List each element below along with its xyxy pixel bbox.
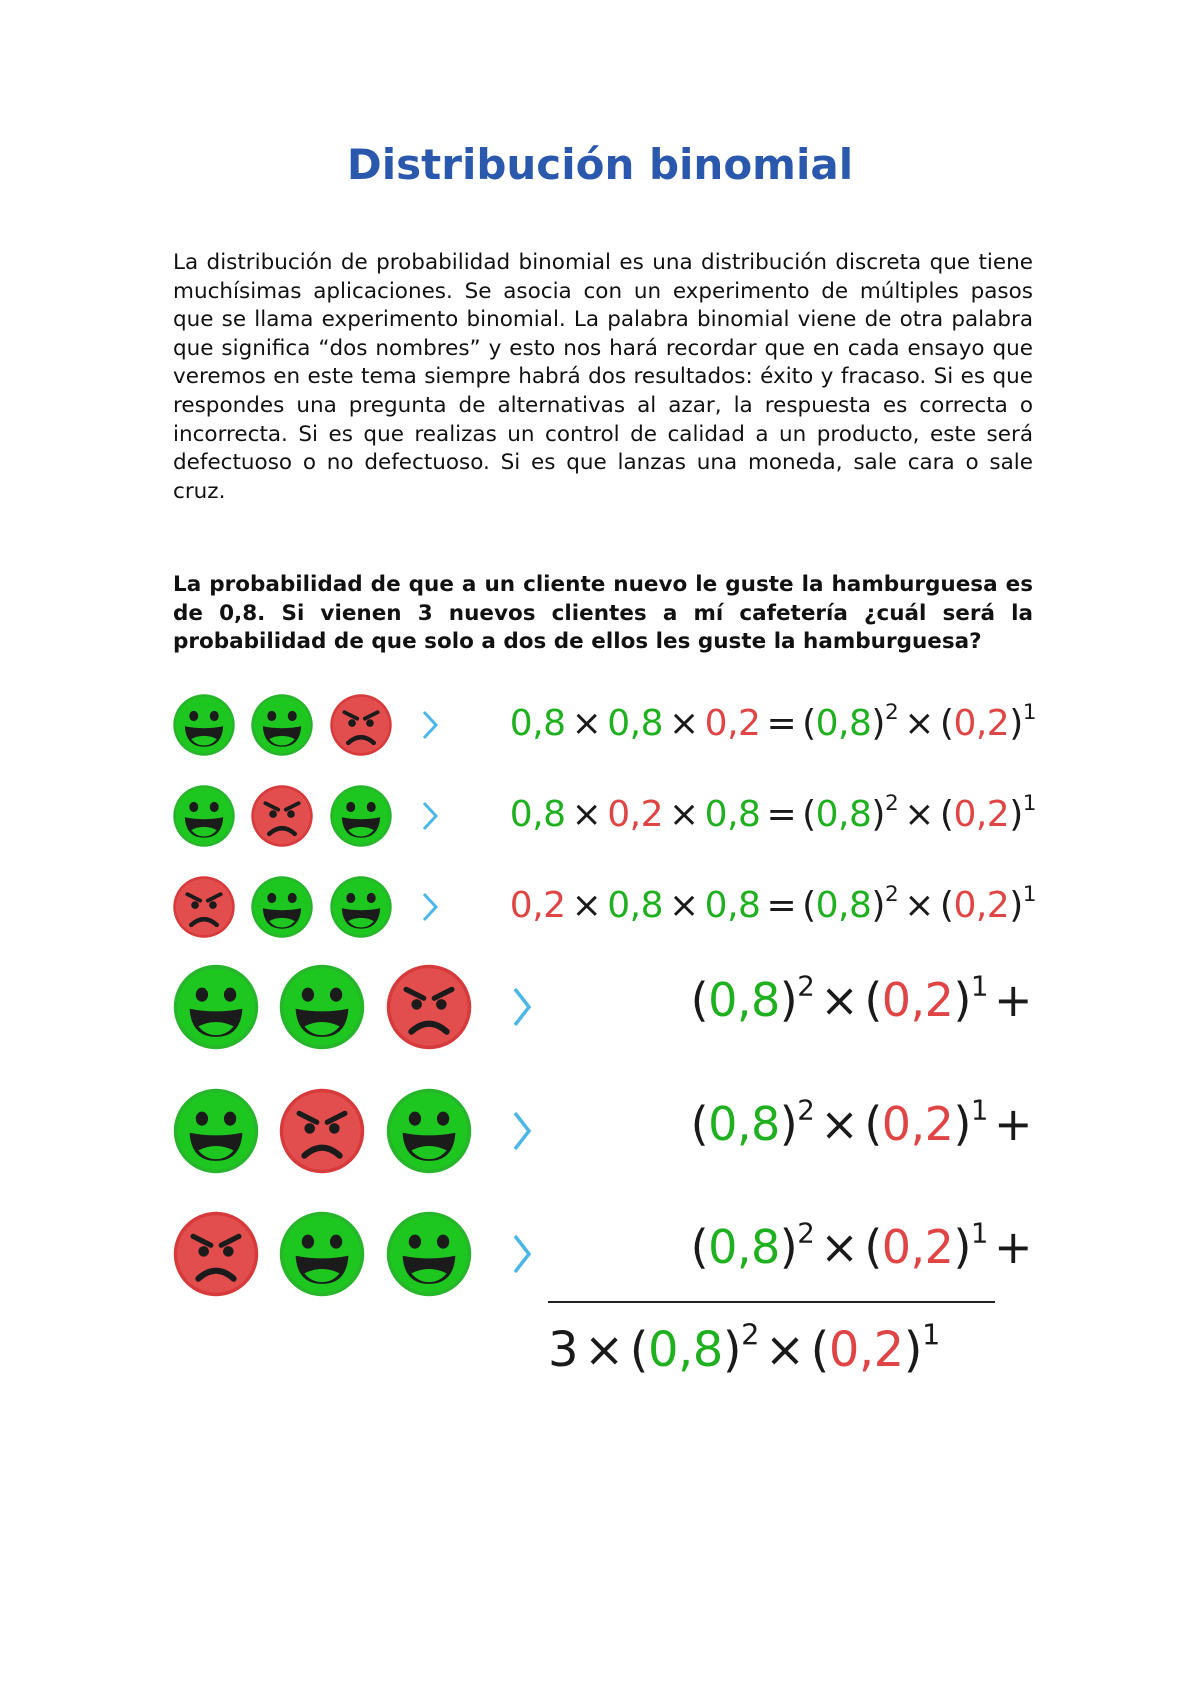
sum-term: $(0,8)^2 \times (0,2)^1$ + bbox=[690, 1093, 1032, 1151]
happy-face-icon bbox=[250, 693, 314, 757]
happy-face-icon bbox=[385, 1087, 473, 1175]
sum-term: $(0,8)^2 \times (0,2)^1$ + bbox=[690, 1216, 1032, 1274]
chevron-right-icon bbox=[510, 986, 534, 1028]
product-expression: $0,8 \times 0,2 \times 0,8 = (0,8)^2 \times (0,2)^1$ bbox=[509, 790, 1036, 835]
outcome-row-2 bbox=[0, 784, 1200, 848]
happy-face-icon bbox=[329, 784, 393, 848]
happy-face-icon bbox=[278, 963, 366, 1051]
happy-face-icon bbox=[385, 1210, 473, 1298]
angry-face-icon bbox=[329, 693, 393, 757]
question-paragraph: La probabilidad de que a un cliente nuevo le guste la hamburguesa es de 0,8. Si vienen 3 nuevos clientes a mí cafetería ¿cuál será la probabilidad de que solo a dos de ellos les guste la hamburguesa? bbox=[173, 572, 1033, 655]
result-expression: $3 \times (0,8)^2 \times (0,2)^1$ bbox=[548, 1317, 940, 1378]
page-title: Distribución binomial bbox=[346, 140, 854, 189]
angry-face-icon bbox=[278, 1087, 366, 1175]
angry-face-icon bbox=[172, 1210, 260, 1298]
sum-row-1 bbox=[0, 963, 1200, 1051]
sum-row-2 bbox=[0, 1087, 1200, 1175]
angry-face-icon bbox=[172, 875, 236, 939]
sum-term: $(0,8)^2 \times (0,2)^1$ + bbox=[690, 969, 1032, 1027]
outcome-row-1 bbox=[0, 693, 1200, 757]
happy-face-icon bbox=[329, 875, 393, 939]
chevron-right-icon bbox=[420, 800, 440, 832]
chevron-right-icon bbox=[510, 1233, 534, 1275]
happy-face-icon bbox=[278, 1210, 366, 1298]
happy-face-icon bbox=[172, 963, 260, 1051]
happy-face-icon bbox=[172, 693, 236, 757]
happy-face-icon bbox=[172, 784, 236, 848]
outcome-row-3 bbox=[0, 875, 1200, 939]
happy-face-icon bbox=[250, 875, 314, 939]
chevron-right-icon bbox=[510, 1110, 534, 1152]
angry-face-icon bbox=[385, 963, 473, 1051]
sum-rule bbox=[548, 1301, 995, 1303]
intro-paragraph: La distribución de probabilidad binomial es una distribución discreta que tiene muchísimas aplicaciones. Se asocia con un experimento de múltiples pasos que se llama experimento binomial. La palabra binomial viene de otra palabra que significa “dos nombres” y esto nos hará recordar que en cada ensayo que veremos en este tema siempre habrá dos resultados: éxito y fracaso. Si es que respondes una pregunta de alternativas al azar, la respuesta es correcta o incorrecta. Si es que realizas un control de calidad a un producto, este será defectuoso o no defectuoso. Si es que lanzas una moneda, sale cara o sale cruz. bbox=[173, 250, 1033, 504]
chevron-right-icon bbox=[420, 709, 440, 741]
chevron-right-icon bbox=[420, 891, 440, 923]
angry-face-icon bbox=[250, 784, 314, 848]
happy-face-icon bbox=[172, 1087, 260, 1175]
product-expression: $0,8 \times 0,8 \times 0,2 = (0,8)^2 \times (0,2)^1$ bbox=[509, 699, 1036, 744]
product-expression: $0,2 \times 0,8 \times 0,8 = (0,8)^2 \times (0,2)^1$ bbox=[509, 881, 1036, 926]
sum-row-3 bbox=[0, 1210, 1200, 1298]
